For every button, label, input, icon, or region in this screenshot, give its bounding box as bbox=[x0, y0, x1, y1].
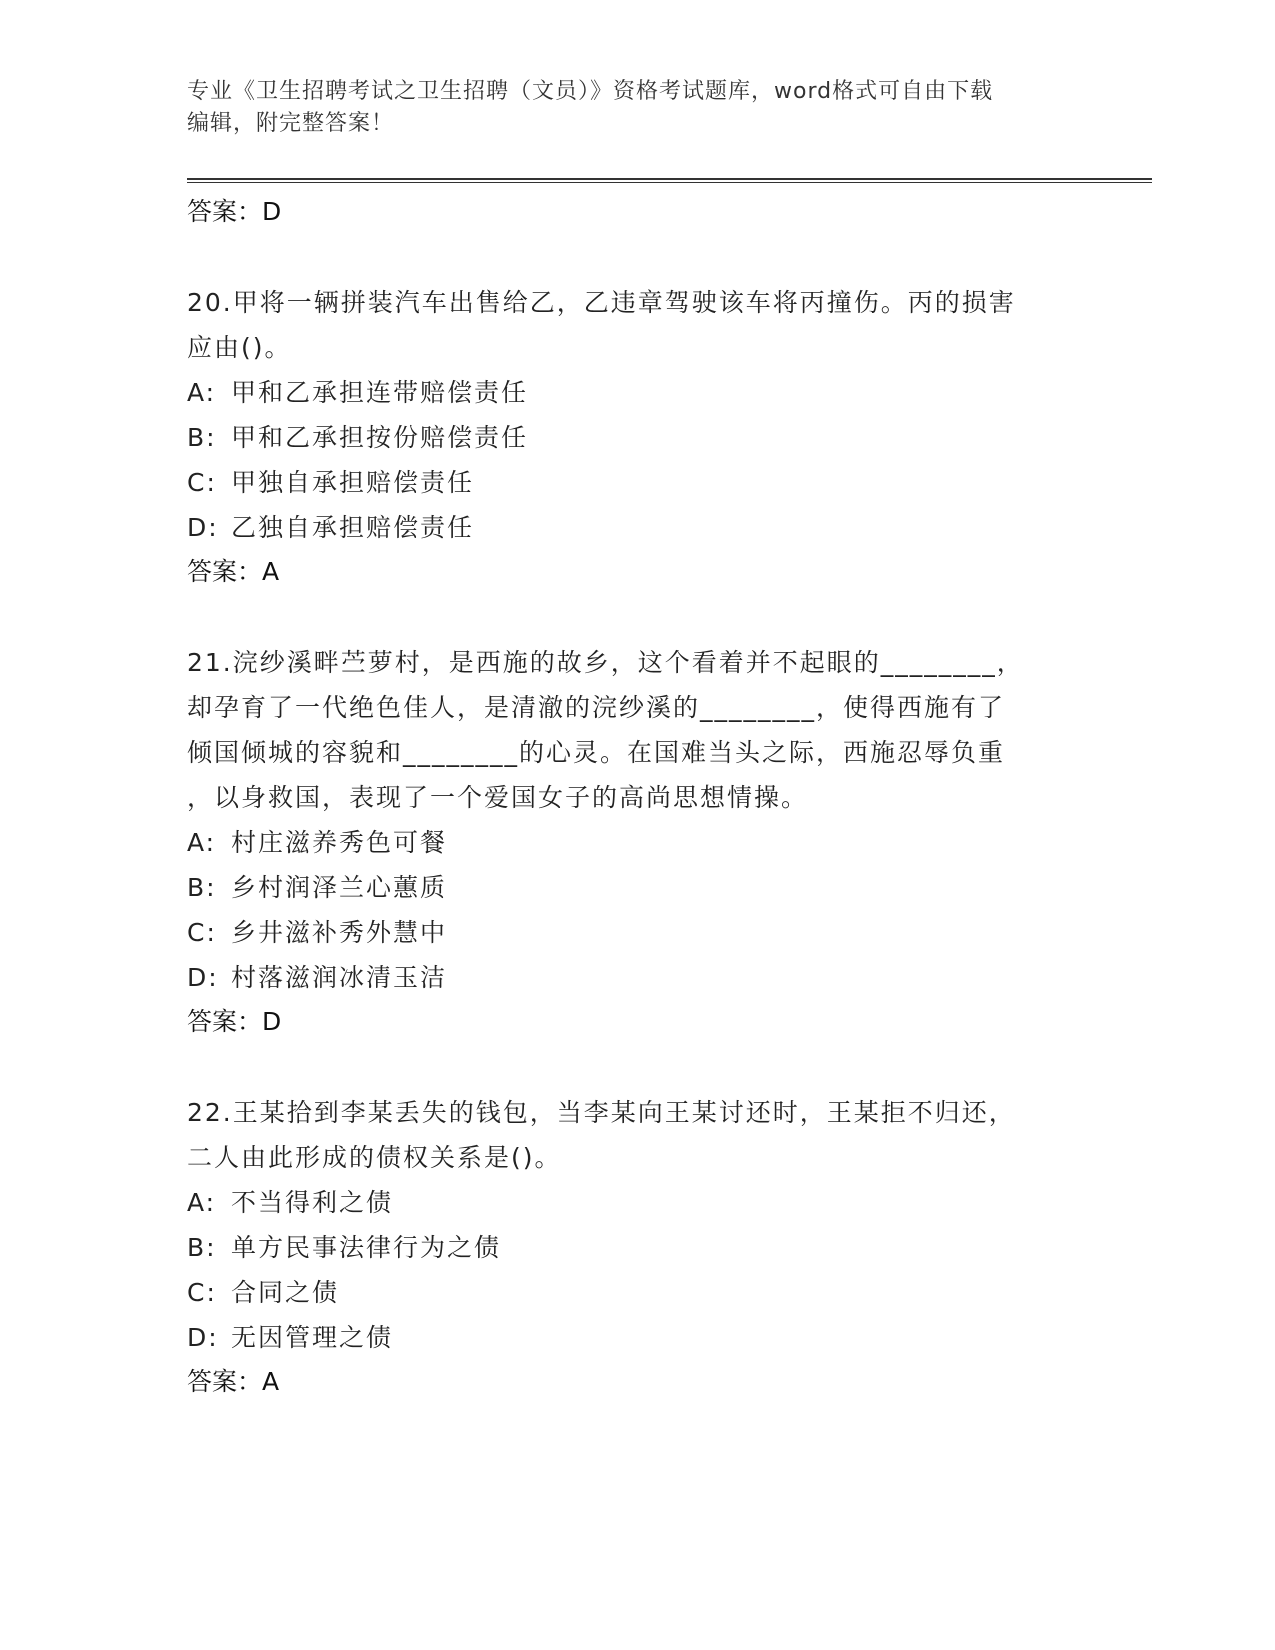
option-text: 甲和乙承担按份赔偿责任 bbox=[231, 423, 529, 452]
stem-line: 21.浣纱溪畔苎萝村，是西施的故乡，这个看着并不起眼的________， bbox=[187, 648, 1024, 677]
question-item bbox=[187, 1090, 1087, 1404]
option-text: 乡井滋补秀外慧中 bbox=[231, 918, 448, 947]
option-letter: A: bbox=[187, 1188, 217, 1217]
option-letter: C: bbox=[187, 468, 217, 497]
header-divider bbox=[187, 178, 1152, 183]
option-text: 甲独自承担赔偿责任 bbox=[231, 468, 475, 497]
option-letter: A: bbox=[187, 378, 217, 407]
option-d bbox=[187, 505, 1087, 550]
header-line-1: 专业《卫生招聘考试之卫生招聘（文员）》资格考试题库，word格式可自由下载 bbox=[187, 79, 994, 104]
option-text: 乙独自承担赔偿责任 bbox=[231, 513, 475, 542]
option-text: 村落滋润冰清玉洁 bbox=[231, 963, 448, 992]
option-a bbox=[187, 820, 1087, 865]
option-text: 乡村润泽兰心蕙质 bbox=[231, 873, 448, 902]
option-text: 村庄滋养秀色可餐 bbox=[231, 828, 448, 857]
header-line-2: 编辑，附完整答案！ bbox=[187, 111, 395, 136]
option-letter: D: bbox=[187, 963, 219, 992]
option-c bbox=[187, 460, 1087, 505]
question-list bbox=[187, 190, 1087, 1404]
option-letter: B: bbox=[187, 873, 217, 902]
option-d bbox=[187, 1315, 1087, 1360]
option-text: 无因管理之债 bbox=[231, 1323, 394, 1352]
option-d bbox=[187, 955, 1087, 1000]
stem-line: 22.王某拾到李某丢失的钱包，当李某向王某讨还时，王某拒不归还， bbox=[187, 1098, 1016, 1127]
stem-line: 却孕育了一代绝色佳人，是清澈的浣纱溪的________，使得西施有了 bbox=[187, 693, 1006, 722]
option-b bbox=[187, 415, 1087, 460]
document-header bbox=[187, 76, 1067, 140]
option-text: 合同之债 bbox=[231, 1278, 340, 1307]
answer-line: 答案：A bbox=[187, 557, 280, 586]
stem-line: ，以身救国，表现了一个爱国女子的高尚思想情操。 bbox=[187, 783, 809, 812]
option-a bbox=[187, 1180, 1087, 1225]
option-letter: A: bbox=[187, 828, 217, 857]
stem-line: 倾国倾城的容貌和________的心灵。在国难当头之际，西施忍辱负重 bbox=[187, 738, 1006, 767]
option-text: 不当得利之债 bbox=[231, 1188, 394, 1217]
option-letter: C: bbox=[187, 918, 217, 947]
option-c bbox=[187, 910, 1087, 955]
option-c bbox=[187, 1270, 1087, 1315]
question-stem bbox=[187, 640, 1087, 820]
option-text: 单方民事法律行为之债 bbox=[231, 1233, 502, 1262]
question-item bbox=[187, 280, 1087, 594]
answer-line: 答案：D bbox=[187, 197, 282, 226]
option-text: 甲和乙承担连带赔偿责任 bbox=[231, 378, 529, 407]
answer-line: 答案：D bbox=[187, 1007, 282, 1036]
stem-line: 20.甲将一辆拼装汽车出售给乙，乙违章驾驶该车将丙撞伤。丙的损害 bbox=[187, 288, 1016, 317]
stem-line: 应由()。 bbox=[187, 333, 292, 362]
question-stem bbox=[187, 1090, 1087, 1180]
question-stem bbox=[187, 280, 1087, 370]
option-letter: B: bbox=[187, 1233, 217, 1262]
answer-line: 答案：A bbox=[187, 1367, 280, 1396]
option-letter: C: bbox=[187, 1278, 217, 1307]
question-item bbox=[187, 640, 1087, 1044]
option-b bbox=[187, 1225, 1087, 1270]
option-a bbox=[187, 370, 1087, 415]
option-letter: B: bbox=[187, 423, 217, 452]
option-b bbox=[187, 865, 1087, 910]
option-letter: D: bbox=[187, 1323, 219, 1352]
option-letter: D: bbox=[187, 513, 219, 542]
stem-line: 二人由此形成的债权关系是()。 bbox=[187, 1143, 562, 1172]
